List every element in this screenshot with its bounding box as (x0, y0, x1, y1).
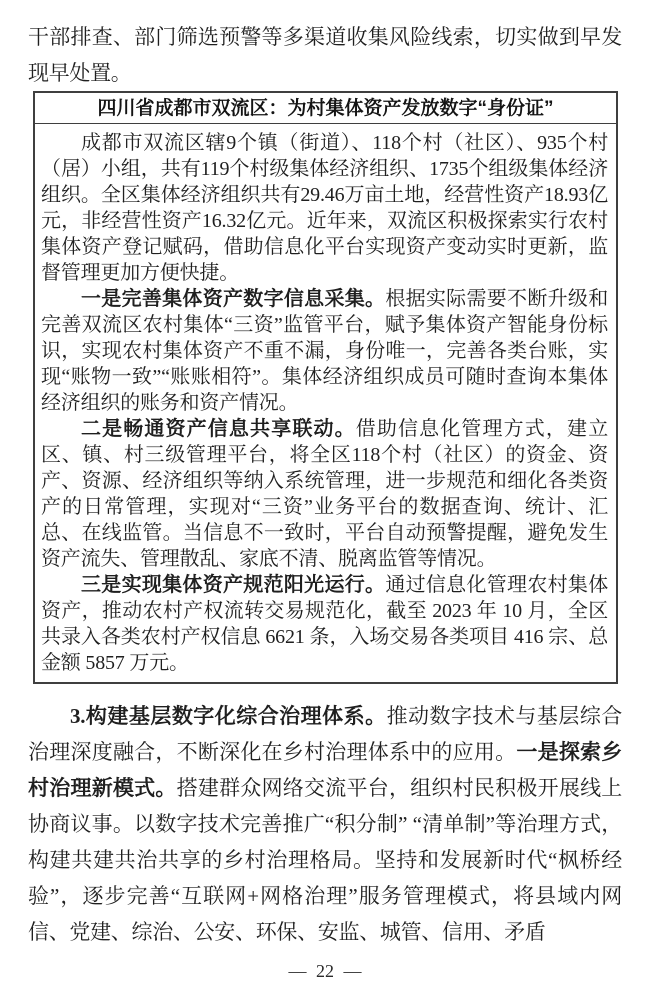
case-paragraph-point-2 (41, 416, 608, 572)
intro-paragraph: 干部排查、部门筛选预警等多渠道收集风险线索，切实做到早发现早处置。 (28, 25, 622, 85)
case-box-title: 四川省成都市双流区：为村集体资产发放数字“身份证” (35, 93, 616, 124)
case-paragraph-text: 借助信息化管理方式，建立区、镇、村三级管理平台，将全区118个村（社区）的资金、资产、资源、经济组织等纳入系统管理，进一步规范和细化各类资产的日常管理，实现对“三资”业务平台的数据查询、统计、汇总、在线监管。当信息不一致时，平台自动预警提醒，避免发生资产流失、管理散乱、家底不清、脱离监管等情况。 (41, 418, 608, 570)
section-3-text: 推动数字技术与基层综合治理深度融合，不断深化在乡村治理体系中的应用。 (28, 704, 622, 764)
section-3-heading: 3.构建基层数字化综合治理体系。 (70, 704, 387, 728)
section-3-paragraph (28, 698, 622, 950)
page-number: — 22 — (288, 961, 362, 981)
case-paragraph-point-3 (41, 572, 608, 676)
case-paragraph-lead: 二是畅通资产信息共享联动。 (81, 418, 356, 440)
case-study-box (33, 91, 618, 684)
section-3-subheading: 一是探索乡村治理新模式。 (28, 740, 622, 800)
case-paragraph-text: 成都市双流区辖9个镇（街道）、118个村（社区）、935个村（居）小组，共有119个村级集体经济组织、1735个组级集体经济组织。全区集体经济组织共有29.46万亩土地，经营性资产18.93亿元，非经营性资产16.32亿元。近年来，双流区积极探索实行农村集体资产登记赋码，借助信息化平台实现资产变动实时更新，监督管理更加方便快捷。 (41, 132, 608, 284)
case-box-body (35, 124, 616, 682)
case-paragraph-lead: 三是实现集体资产规范阳光运行。 (81, 574, 386, 596)
case-paragraph-point-1 (41, 286, 608, 416)
case-paragraph-lead: 一是完善集体资产数字信息采集。 (81, 288, 386, 310)
case-paragraph-text: 根据实际需要不断升级和完善双流区农村集体“三资”监管平台，赋予集体资产智能身份标识，实现农村集体资产不重不漏，身份唯一，完善各类台账，实现“账物一致”“账账相符”。集体经济组织成员可随时查询本集体经济组织的账务和资产情况。 (41, 288, 608, 414)
case-paragraph-overview (41, 130, 608, 286)
case-paragraph-text: 通过信息化管理农村集体资产，推动农村产权流转交易规范化，截至 2023 年 10 月，全区共录入各类农村产权信息 6621 条，入场交易各类项目 416 宗、总金额 5857 万元。 (41, 574, 608, 674)
section-3-text-continued: 搭建群众网络交流平台，组织村民积极开展线上协商议事。以数字技术完善推广“积分制” “清单制”等治理方式，构建共建共治共享的乡村治理格局。坚持和发展新时代“枫桥经验”，逐步完善“互联网+网格治理”服务管理模式，将县域内网信、党建、综治、公安、环保、安监、城管、信用、矛盾 (28, 776, 622, 944)
